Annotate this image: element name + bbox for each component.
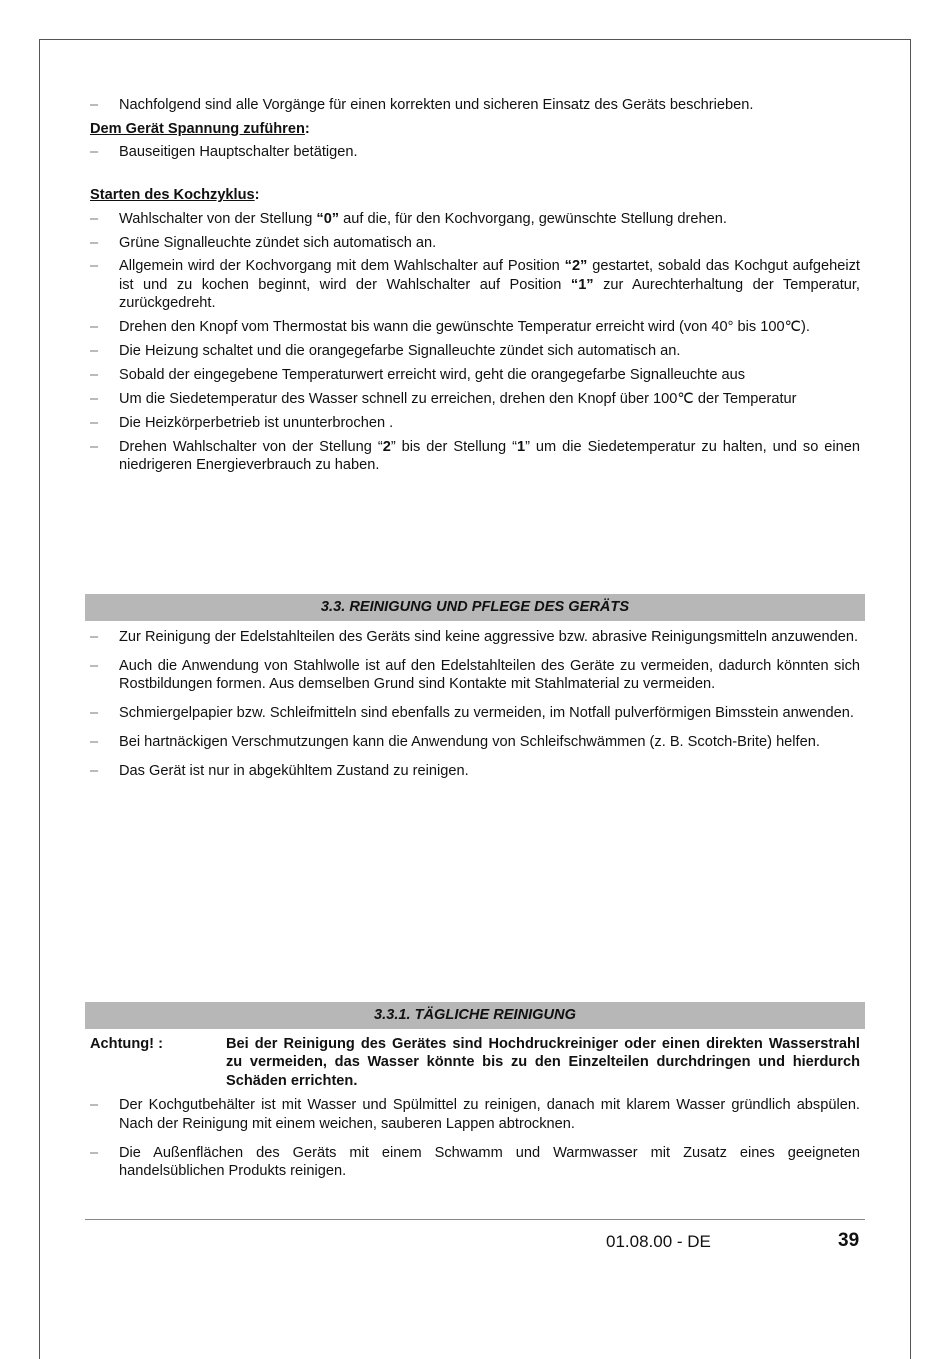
text-segment: zur Aurechterhaltung der Temperatur, zurückgedreht. <box>119 276 860 312</box>
dash-bullet: – <box>90 629 99 645</box>
dash-bullet: – <box>90 258 99 275</box>
dash-bullet: – <box>90 390 99 407</box>
section-title-cleaning: 3.3. REINIGUNG UND PFLEGE DES GERÄTS <box>85 594 865 621</box>
list-item <box>90 762 860 780</box>
item-text <box>119 211 727 227</box>
item-text: Bei hartnäckigen Verschmutzungen kann die Anwendung von Schleifschwämmen (z. B. Scotch-Brite) helfen. <box>119 734 820 751</box>
text-segment: ” um die Siedetemperatur zu halten, und so einen niedrigeren Energieverbrauch zu haben. <box>119 438 860 474</box>
item-text: Der Kochgutbehälter ist mit Wasser und Spülmittel zu reinigen, danach mit klarem Wasser gründlich abspülen. Nach der Reinigung mit einem weichen, sauberen Lappen abtrocknen. <box>119 1097 860 1132</box>
dash-bullet: – <box>90 734 99 751</box>
item-text <box>119 235 436 251</box>
dash-bullet: – <box>90 366 99 383</box>
text-segment: 2 <box>382 438 391 455</box>
item-text <box>119 439 860 473</box>
text-segment: ” bis der Stellung “ <box>390 438 517 455</box>
list-item <box>90 366 860 384</box>
list-item <box>90 414 860 432</box>
text-segment: 1 <box>516 438 526 455</box>
text-segment: Drehen den Knopf vom Thermostat bis wann die gewünschte Temperatur erreicht wird (von 40° bis 100℃). <box>119 319 810 336</box>
power-heading: Dem Gerät Spannung zuführen <box>90 120 305 137</box>
intro-section <box>90 96 860 480</box>
list-item <box>90 1096 860 1133</box>
dash-bullet: – <box>90 763 99 780</box>
section-title-daily: 3.3.1. TÄGLICHE REINIGUNG <box>85 1002 865 1029</box>
item-text <box>119 258 860 311</box>
footer-divider <box>85 1219 865 1220</box>
list-item <box>90 733 860 751</box>
cycle-list <box>90 210 860 475</box>
item-text: Auch die Anwendung von Stahlwolle ist auf den Edelstahlteilen des Geräte zu vermeiden, dadurch könnten sich Rostbildungen formen. Aus demselben Grund sind Kontakte mit Stahlmaterial zu vermeiden. <box>119 657 860 693</box>
text-segment: Allgemein wird der Kochvorgang mit dem Wahlschalter auf Position <box>119 258 565 275</box>
item-text <box>119 367 745 383</box>
text-segment: “1” <box>570 276 594 293</box>
dash-bullet: – <box>90 210 99 227</box>
dash-bullet: – <box>90 1097 99 1114</box>
power-heading-row <box>90 120 860 138</box>
list-item <box>90 704 860 722</box>
dash-bullet: – <box>90 144 99 161</box>
item-text: Nachfolgend sind alle Vorgänge für einen korrekten und sicheren Einsatz des Geräts beschrieben. <box>119 97 754 113</box>
dash-bullet: – <box>90 319 99 336</box>
list-item <box>90 143 860 161</box>
list-item <box>90 390 860 408</box>
item-text <box>119 319 810 335</box>
cleaning-list <box>90 628 860 791</box>
warning-text: Bei der Reinigung des Gerätes sind Hochdruckreiniger oder einen direkten Wasserstrahl zu vermeiden, das Wasser könnte bis zu den Einzelteilen durchdringen und hierdurch Schäden errichten. <box>226 1036 860 1089</box>
page-number: 39 <box>838 1230 860 1251</box>
item-text <box>119 343 680 359</box>
footer-code: 01.08.00 - DE <box>606 1232 711 1251</box>
dash-bullet: – <box>90 438 99 455</box>
list-item <box>90 96 860 114</box>
text-segment: Die Heizung schaltet und die orangegefarbe Signalleuchte zündet sich automatisch an. <box>119 343 681 360</box>
cycle-heading-row <box>90 186 860 204</box>
dash-bullet: – <box>90 705 99 722</box>
item-text: Schmiergelpapier bzw. Schleifmitteln sind ebenfalls zu vermeiden, im Notfall pulverförmigen Bimsstein anwenden. <box>119 705 854 722</box>
item-text <box>119 415 393 431</box>
list-item <box>90 210 860 228</box>
list-item <box>90 657 860 694</box>
text-segment: Drehen Wahlschalter von der Stellung “ <box>119 438 383 455</box>
item-text: Bauseitigen Hauptschalter betätigen. <box>119 144 358 161</box>
dash-bullet: – <box>90 97 99 113</box>
list-item <box>90 1144 860 1181</box>
item-text: Das Gerät ist nur in abgekühltem Zustand zu reinigen. <box>119 763 469 780</box>
dash-bullet: – <box>90 1144 99 1161</box>
text-segment: Die Heizkörperbetrieb ist ununterbrochen . <box>119 414 394 431</box>
heading-colon: : <box>254 187 260 204</box>
list-item <box>90 234 860 252</box>
dash-bullet: – <box>90 657 99 674</box>
item-text <box>119 391 797 407</box>
list-item <box>90 318 860 336</box>
cycle-heading: Starten des Kochzyklus <box>90 187 255 204</box>
text-segment: Sobald der eingegebene Temperaturwert erreicht wird, geht die orangegefarbe Signalleuchte aus <box>119 366 746 383</box>
list-item <box>90 342 860 360</box>
dash-bullet: – <box>90 234 99 251</box>
item-text: Die Außenflächen des Geräts mit einem Schwamm und Warmwasser mit Zusatz eines geeigneten handelsüblichen Produkts reinigen. <box>119 1144 860 1179</box>
text-segment: auf die, für den Kochvorgang, gewünschte Stellung drehen. <box>339 210 727 227</box>
text-segment: gestartet, sobald das Kochgut aufgeheizt ist und zu kochen beginnt, wird der Wahlschalter auf Position <box>119 258 860 293</box>
dash-bullet: – <box>90 414 99 431</box>
text-segment: “0” <box>316 210 340 227</box>
text-segment: Wahlschalter von der Stellung <box>119 210 317 227</box>
text-segment: Um die Siedetemperatur des Wasser schnell zu erreichen, drehen den Knopf über 100℃ der Temperatur <box>119 390 797 407</box>
list-item <box>90 628 860 646</box>
list-item <box>90 438 860 475</box>
dash-bullet: – <box>90 343 99 360</box>
item-text: Zur Reinigung der Edelstahlteilen des Geräts sind keine aggressive bzw. abrasive Reinigungsmitteln anzuwenden. <box>119 629 859 645</box>
warning-block <box>90 1035 860 1090</box>
daily-section <box>90 1035 860 1191</box>
text-segment: Grüne Signalleuchte zündet sich automatisch an. <box>119 234 437 251</box>
text-segment: “2” <box>564 258 588 275</box>
list-item <box>90 257 860 312</box>
warning-label: Achtung! : <box>90 1036 163 1052</box>
heading-colon: : <box>304 120 310 137</box>
daily-list <box>90 1096 860 1180</box>
